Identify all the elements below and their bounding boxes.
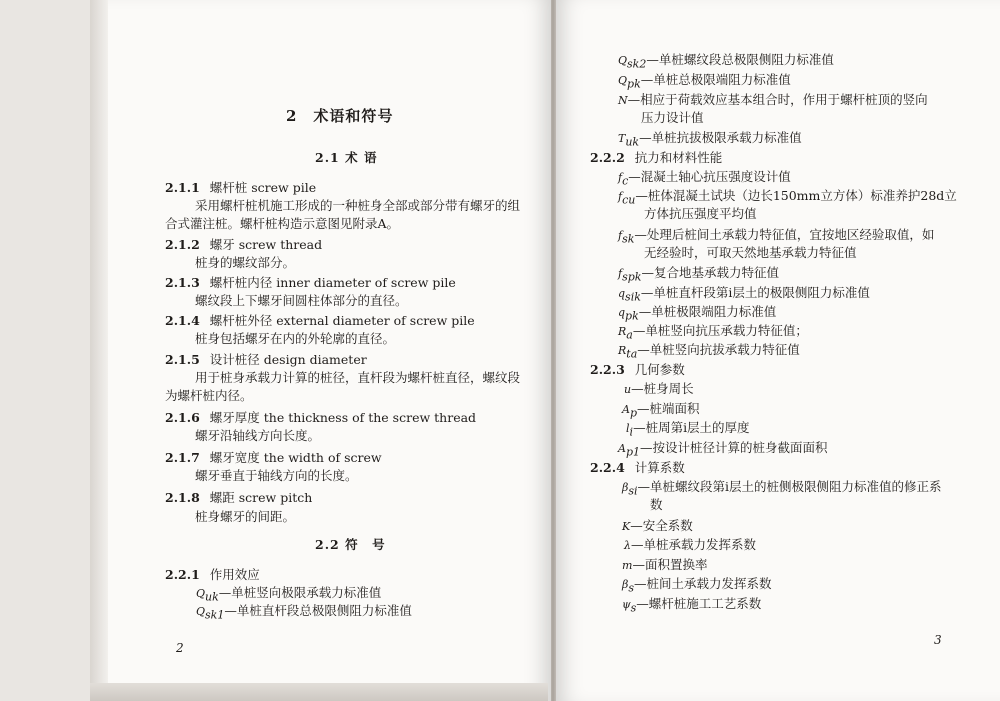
symbol-definition [618, 52, 834, 73]
symbol-text: —安全系数 [630, 518, 693, 533]
symbol-text: —相应于荷载效应基本组合时，作用于螺杆桩顶的竖向 [627, 92, 928, 107]
symbol-subscript: p1 [625, 445, 640, 459]
symbol-definition [618, 342, 800, 363]
chapter-title: 2 术语和符号 [286, 107, 394, 125]
term-title: 螺牙宽度 the width of screw [209, 450, 382, 465]
symbol-subscript: spk [622, 270, 642, 284]
symbol-definition [624, 381, 694, 402]
symbol: β [622, 578, 629, 591]
symbol-definition-continued: 数 [650, 497, 663, 512]
term-title: 设计桩径 design diameter [209, 352, 367, 367]
symbol-text: —桩周第i层土的厚度 [633, 420, 750, 435]
term-heading [165, 313, 475, 329]
symbol-definition-continued: 压力设计值 [641, 110, 704, 125]
term-body-line: 桩身螺牙的间距。 [195, 509, 296, 524]
term-body-line: 桩身包括螺牙在内的外轮廓的直径。 [195, 331, 396, 346]
symbol-subscript: uk [625, 135, 640, 149]
symbol-text: —单桩竖向抗拔承载力特征值 [637, 342, 800, 357]
symbol-definition [622, 596, 761, 617]
section-terms-title: 2.1 术 语 [315, 150, 378, 165]
symbol: R [618, 344, 627, 357]
symbol-definition [624, 537, 756, 558]
term-body-line: 用于桩身承载力计算的桩径，直杆段为螺杆桩直径，螺纹段 [195, 370, 521, 385]
term-number: 2.1.6 [165, 410, 200, 425]
section-symbols-title: 2.2 符 号 [315, 537, 386, 552]
term-heading [165, 450, 382, 466]
term-heading [165, 180, 316, 196]
symbol: Q [618, 74, 628, 87]
symbol-subscript: cu [622, 193, 636, 207]
symbol: ψ [622, 598, 631, 611]
symbol-text: —桩体混凝土试块（边长150mm立方体）标准养护28d立 [635, 188, 957, 203]
symbol-subscript: sk1 [205, 608, 225, 622]
symbol-text: —桩身周长 [631, 381, 694, 396]
symbol-definition [622, 576, 772, 597]
symbol: f [618, 229, 623, 242]
symbol-text: —单桩极限端阻力标准值 [638, 304, 777, 319]
symbol-definition [618, 130, 802, 151]
symbol-text: —螺杆桩施工工艺系数 [636, 596, 762, 611]
right-page [556, 0, 1000, 701]
term-number: 2.1.8 [165, 490, 200, 505]
symbol: K [622, 520, 631, 533]
symbol-text: —处理后桩间土承载力特征值，宜按地区经验取值，如 [634, 227, 935, 242]
page-edge-strip [90, 0, 108, 701]
term-number: 2.1.7 [165, 450, 200, 465]
symbol-definition-continued: 无经验时，可取天然地基承载力特征值 [644, 245, 857, 260]
term-body-line: 桩身的螺纹部分。 [195, 255, 296, 270]
symbol-text: —单桩直杆段第i层土的极限侧阻力标准值 [640, 285, 870, 300]
subsection-title: 抗力和材料性能 [634, 150, 723, 165]
subsection-heading [165, 567, 260, 583]
symbol-subscript: s [628, 581, 635, 595]
symbol-subscript: ta [626, 347, 638, 361]
symbol: λ [624, 539, 631, 552]
symbol-subscript: si [628, 484, 638, 498]
subsection-heading [590, 150, 722, 166]
symbol-subscript: c [622, 174, 629, 188]
page-number: 3 [934, 633, 942, 647]
subsection-number: 2.2.4 [590, 460, 625, 475]
symbol-definition [618, 72, 791, 93]
symbol-text: —面积置换率 [632, 557, 708, 572]
symbol-text: —桩端面积 [637, 401, 700, 416]
symbol-text: —单桩竖向抗压承载力特征值； [632, 323, 808, 338]
term-title: 螺牙厚度 the thickness of the screw thread [209, 410, 477, 425]
subsection-number: 2.2.1 [165, 567, 200, 582]
term-body-line: 为螺杆桩内径。 [165, 388, 253, 403]
symbol-definition-continued: 方体抗压强度平均值 [644, 206, 757, 221]
term-title: 螺杆桩内径 inner diameter of screw pile [209, 275, 456, 290]
term-title: 螺牙 screw thread [209, 237, 323, 252]
symbol: N [618, 94, 628, 107]
symbol-text: —混凝土轴心抗压强度设计值 [628, 169, 791, 184]
subsection-title: 计算系数 [634, 460, 685, 475]
symbol-text: —按设计桩径计算的桩身截面面积 [640, 440, 828, 455]
subsection-title: 作用效应 [209, 567, 260, 582]
symbol-subscript: i [629, 425, 634, 439]
subsection-heading [590, 460, 685, 476]
symbol-definition [622, 557, 707, 578]
term-heading [165, 410, 476, 426]
symbol-subscript: uk [205, 590, 219, 604]
term-body-line: 采用螺杆桩机施工形成的一种桩身全部或部分带有螺牙的组 [195, 198, 521, 213]
symbol: m [622, 559, 633, 572]
symbol-definition [618, 323, 808, 344]
symbol-definition [626, 420, 750, 441]
symbol: q [618, 287, 626, 300]
symbol-definition [622, 401, 700, 422]
symbol: q [618, 306, 626, 319]
symbol-definition [196, 603, 412, 624]
symbol: A [618, 442, 626, 455]
subsection-heading [590, 362, 685, 378]
symbol-text: —单桩抗拔极限承载力标准值 [639, 130, 802, 145]
symbol-text: —单桩螺纹段第i层土的桩侧极限侧阻力标准值的修正系 [637, 479, 942, 494]
left-page [108, 0, 551, 701]
term-body-line: 螺牙垂直于轴线方向的长度。 [195, 468, 358, 483]
symbol: f [618, 171, 623, 184]
symbol-subscript: pk [625, 309, 639, 323]
symbol-subscript: s [630, 601, 637, 615]
symbol-text: —单桩螺纹段总极限侧阻力标准值 [646, 52, 834, 67]
subsection-number: 2.2.2 [590, 150, 625, 165]
symbol: u [624, 383, 632, 396]
symbol: R [618, 325, 627, 338]
symbol: Q [618, 54, 628, 67]
term-title: 螺杆桩外径 external diameter of screw pile [209, 313, 475, 328]
term-body-line: 螺牙沿轴线方向长度。 [195, 428, 321, 443]
symbol: β [622, 481, 629, 494]
symbol-definition [618, 440, 828, 461]
symbol-text: —单桩竖向极限承载力标准值 [218, 585, 382, 600]
term-heading [165, 490, 312, 506]
term-number: 2.1.3 [165, 275, 200, 290]
symbol: f [618, 267, 623, 280]
symbol-subscript: sk [622, 232, 635, 246]
symbol: f [618, 190, 623, 203]
page-bottom-shadow [90, 683, 548, 701]
term-title: 螺杆桩 screw pile [209, 180, 317, 195]
symbol-text: —单桩总极限端阻力标准值 [640, 72, 791, 87]
term-heading [165, 237, 322, 253]
symbol-definition [618, 304, 776, 325]
term-body-line: 螺纹段上下螺牙间圆柱体部分的直径。 [195, 293, 408, 308]
page-number: 2 [176, 641, 184, 655]
term-number: 2.1.5 [165, 352, 200, 367]
term-number: 2.1.2 [165, 237, 200, 252]
symbol-text: —单桩直杆段总极限侧阻力标准值 [224, 603, 412, 618]
symbol-subscript: pk [627, 77, 641, 91]
symbol-text: —复合地基承载力特征值 [641, 265, 779, 280]
symbol-text: —单桩承载力发挥系数 [630, 537, 756, 552]
term-body-line: 合式灌注桩。螺杆桩构造示意图见附录A。 [165, 216, 400, 231]
term-heading [165, 275, 456, 291]
subsection-number: 2.2.3 [590, 362, 625, 377]
symbol-definition [618, 285, 870, 306]
symbol-definition [618, 169, 791, 190]
symbol-text: —桩间土承载力发挥系数 [634, 576, 772, 591]
symbol: A [622, 403, 630, 416]
term-title: 螺距 screw pitch [209, 490, 313, 505]
symbol-definition [622, 518, 693, 539]
symbol-definition [622, 479, 942, 500]
term-heading [165, 352, 367, 368]
term-number: 2.1.4 [165, 313, 200, 328]
symbol: Q [196, 587, 206, 600]
symbol-subscript: p [629, 406, 637, 420]
symbol: Q [196, 605, 206, 618]
symbol-subscript: a [626, 328, 633, 342]
symbol: l [626, 422, 630, 435]
symbol-subscript: sk2 [627, 57, 647, 71]
symbol-subscript: sik [625, 290, 641, 304]
term-number: 2.1.1 [165, 180, 200, 195]
symbol-definition [618, 265, 779, 286]
subsection-title: 几何参数 [634, 362, 685, 377]
symbol: T [618, 132, 626, 145]
